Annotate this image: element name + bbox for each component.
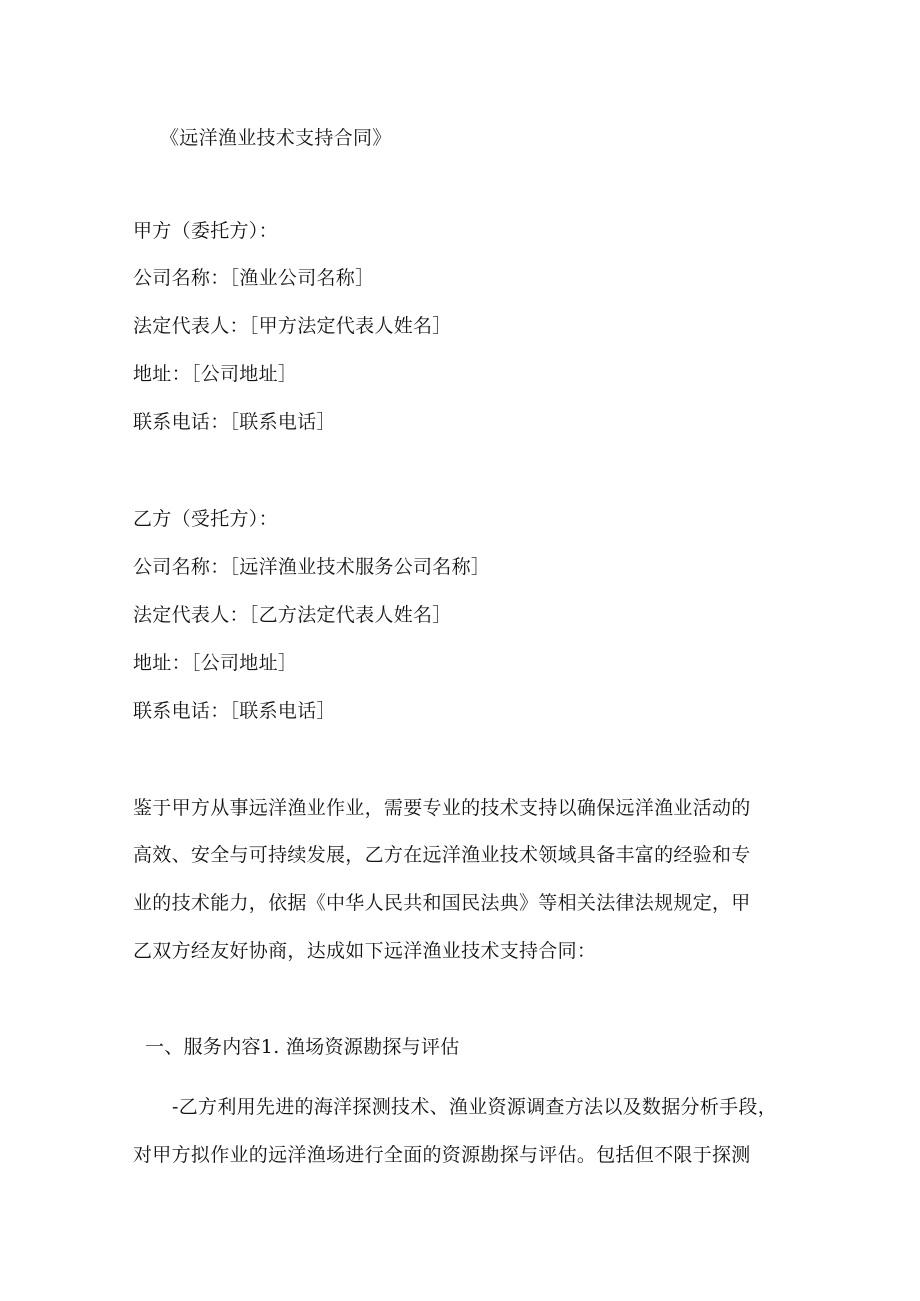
party-b-representative: 法定代表人：［乙方法定代表人姓名］: [133, 604, 452, 626]
party-b-address: 地址：［公司地址］: [133, 652, 298, 674]
party-b-phone: 联系电话：［联系电话］: [133, 700, 336, 722]
preamble-line: 高效、安全与可持续发展，乙方在远洋渔业技术领域具备丰富的经验和专: [133, 844, 751, 866]
party-a-heading: 甲方（委托方）：: [133, 220, 278, 242]
party-a-representative: 法定代表人：［甲方法定代表人姓名］: [133, 315, 452, 337]
party-a-address: 地址：［公司地址］: [133, 363, 298, 385]
preamble-line: 乙双方经友好协商，达成如下远洋渔业技术支持合同：: [133, 940, 597, 962]
preamble-line: 业的技术能力，依据《中华人民共和国民法典》等相关法律法规规定，甲: [133, 892, 751, 914]
section-1-body-line: -乙方利用先进的海洋探测技术、渔业资源调查方法以及数据分析手段，: [172, 1096, 778, 1118]
section-1-heading: 一、服务内容1. 渔场资源勘探与评估: [145, 1036, 460, 1058]
party-b-company: 公司名称：［远洋渔业技术服务公司名称］: [133, 556, 491, 578]
party-a-phone: 联系电话：［联系电话］: [133, 411, 336, 433]
document-title: 《远洋渔业技术支持合同》: [160, 127, 392, 149]
party-b-heading: 乙方（受托方）：: [133, 508, 278, 530]
party-a-company: 公司名称：［渔业公司名称］: [133, 267, 375, 289]
section-1-body-line: 对甲方拟作业的远洋渔场进行全面的资源勘探与评估。包括但不限于探测: [133, 1144, 751, 1166]
preamble-line: 鉴于甲方从事远洋渔业作业，需要专业的技术支持以确保远洋渔业活动的: [133, 797, 751, 819]
